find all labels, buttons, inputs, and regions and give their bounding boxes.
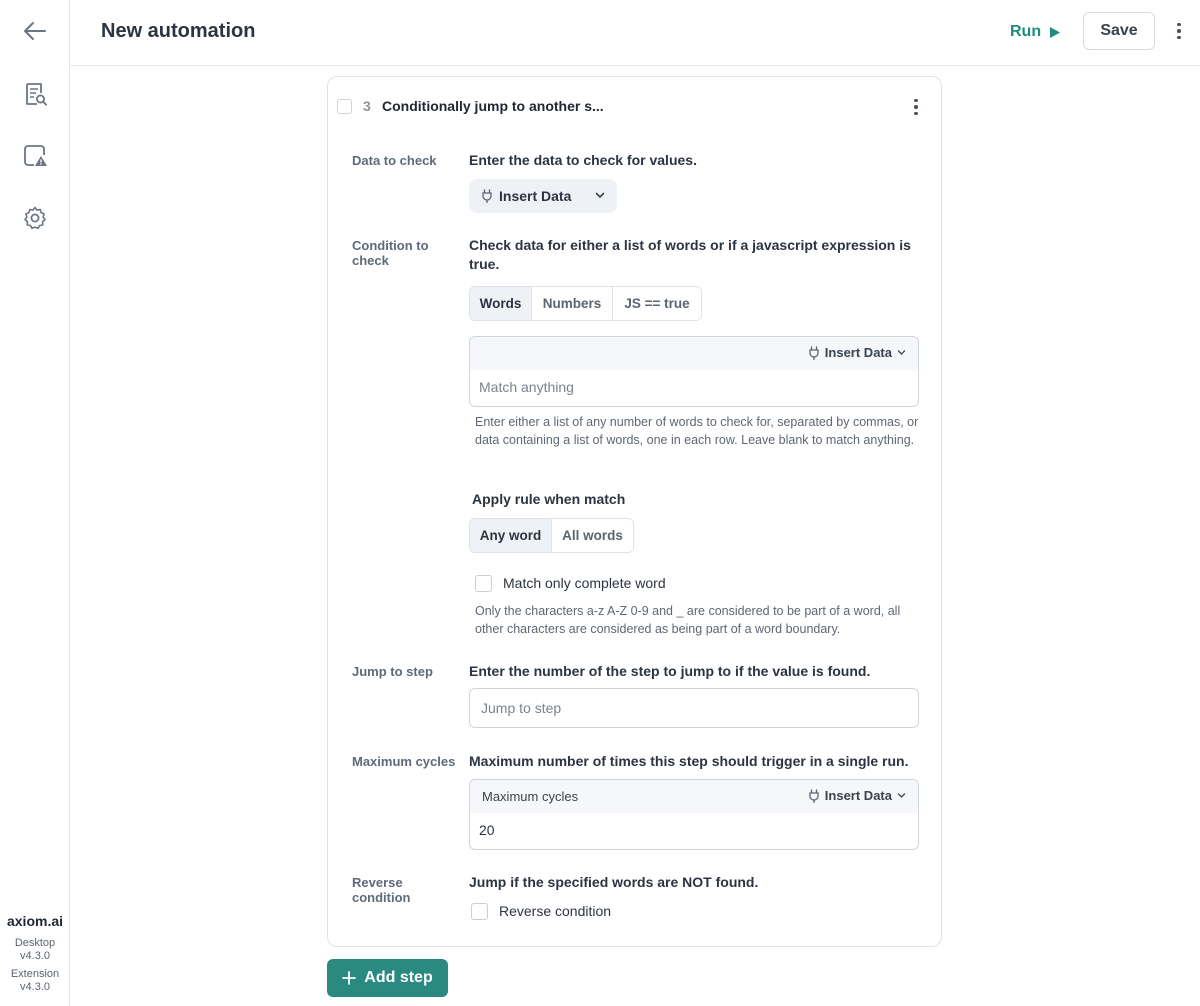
- data-to-check-description: Enter the data to check for values.: [469, 152, 697, 168]
- rule-any-word[interactable]: Any word: [470, 519, 552, 552]
- desktop-label: Desktop: [14, 937, 56, 949]
- words-textbox-toolbar: [470, 337, 918, 370]
- page-title: New automation: [101, 20, 256, 42]
- words-insert-data-label: Insert Data: [824, 345, 892, 360]
- max-cycles-textbox: [469, 779, 919, 850]
- header-more-icon[interactable]: [1169, 19, 1189, 43]
- step-card: [327, 76, 942, 947]
- rule-all-words[interactable]: All words: [552, 519, 633, 552]
- words-textbox: [469, 336, 919, 407]
- reverse-condition-description: Jump if the specified words are NOT found.: [469, 874, 759, 890]
- chevron-down-icon: [897, 791, 906, 800]
- settings-gear-icon[interactable]: [20, 203, 50, 233]
- words-insert-data-button[interactable]: [808, 345, 906, 360]
- max-cycles-toolbar: [470, 780, 918, 813]
- back-arrow-icon[interactable]: [20, 16, 50, 46]
- step-title[interactable]: Conditionally jump to another s...: [382, 98, 604, 114]
- max-cycles-label: Maximum cycles: [352, 754, 456, 769]
- words-input[interactable]: Match anything: [479, 379, 574, 395]
- max-cycles-input[interactable]: 20: [479, 822, 495, 838]
- plug-icon: [808, 346, 820, 360]
- jump-to-step-description: Enter the number of the step to jump to if the value is found.: [469, 663, 871, 679]
- plus-icon: [342, 971, 356, 985]
- complete-word-label: Match only complete word: [503, 575, 666, 591]
- add-step-label: Add step: [364, 969, 433, 986]
- apply-rule-title: Apply rule when match: [472, 491, 626, 507]
- chevron-down-icon: [897, 348, 906, 357]
- reverse-condition-checkbox[interactable]: [471, 903, 488, 920]
- save-button[interactable]: Save: [1083, 12, 1155, 50]
- max-cycles-insert-data-label: Insert Data: [824, 788, 892, 803]
- run-report-search-icon[interactable]: [20, 79, 50, 109]
- jump-to-step-input[interactable]: Jump to step: [469, 688, 919, 728]
- extension-label: Extension: [10, 968, 60, 980]
- run-button[interactable]: [1010, 18, 1061, 46]
- data-to-check-label: Data to check: [352, 153, 437, 168]
- condition-description: Check data for either a list of words or if a javascript expression is true.: [469, 237, 911, 272]
- max-cycles-caption: Maximum cycles: [482, 789, 579, 804]
- plug-icon: [808, 789, 820, 803]
- complete-word-help: Only the characters a-z A-Z 0-9 and _ are considered to be part of a word, all other characters are considered as being part of a word boundary.: [475, 604, 901, 636]
- run-label: Run: [1010, 23, 1042, 40]
- extension-version: v4.3.0: [20, 981, 50, 993]
- chevron-down-icon: [594, 189, 606, 201]
- condition-type-tabs: [469, 286, 702, 321]
- brand-name: axiom.ai: [6, 913, 64, 929]
- apply-rule-options: [469, 518, 634, 553]
- step-number: 3: [363, 98, 371, 114]
- step-select-checkbox[interactable]: [337, 99, 352, 114]
- insert-data-button[interactable]: [469, 179, 617, 213]
- top-header: [70, 0, 1200, 66]
- max-cycles-insert-data-button[interactable]: [808, 788, 906, 803]
- tab-numbers[interactable]: Numbers: [532, 287, 613, 320]
- insert-data-label: Insert Data: [499, 188, 572, 204]
- desktop-version: v4.3.0: [20, 950, 50, 962]
- play-icon: [1049, 26, 1061, 39]
- jump-to-step-label: Jump to step: [352, 664, 433, 679]
- condition-label: Condition to check: [352, 238, 429, 268]
- max-cycles-description: Maximum number of times this step should trigger in a single run.: [469, 753, 909, 769]
- tab-js-true[interactable]: JS == true: [613, 287, 701, 320]
- words-help-text: Enter either a list of any number of words to check for, separated by commas, or data containing a list of words, one in each row. Leave blank to match anything.: [475, 415, 919, 447]
- add-step-button[interactable]: [327, 959, 448, 997]
- reverse-condition-checkbox-label: Reverse condition: [499, 903, 612, 919]
- error-alert-icon[interactable]: [20, 141, 50, 171]
- sidebar: [0, 0, 70, 1006]
- reverse-condition-label: Reverse condition: [352, 875, 411, 905]
- step-more-icon[interactable]: [906, 95, 926, 119]
- complete-word-checkbox[interactable]: [475, 575, 492, 592]
- tab-words[interactable]: Words: [470, 287, 532, 320]
- plug-icon: [481, 189, 493, 203]
